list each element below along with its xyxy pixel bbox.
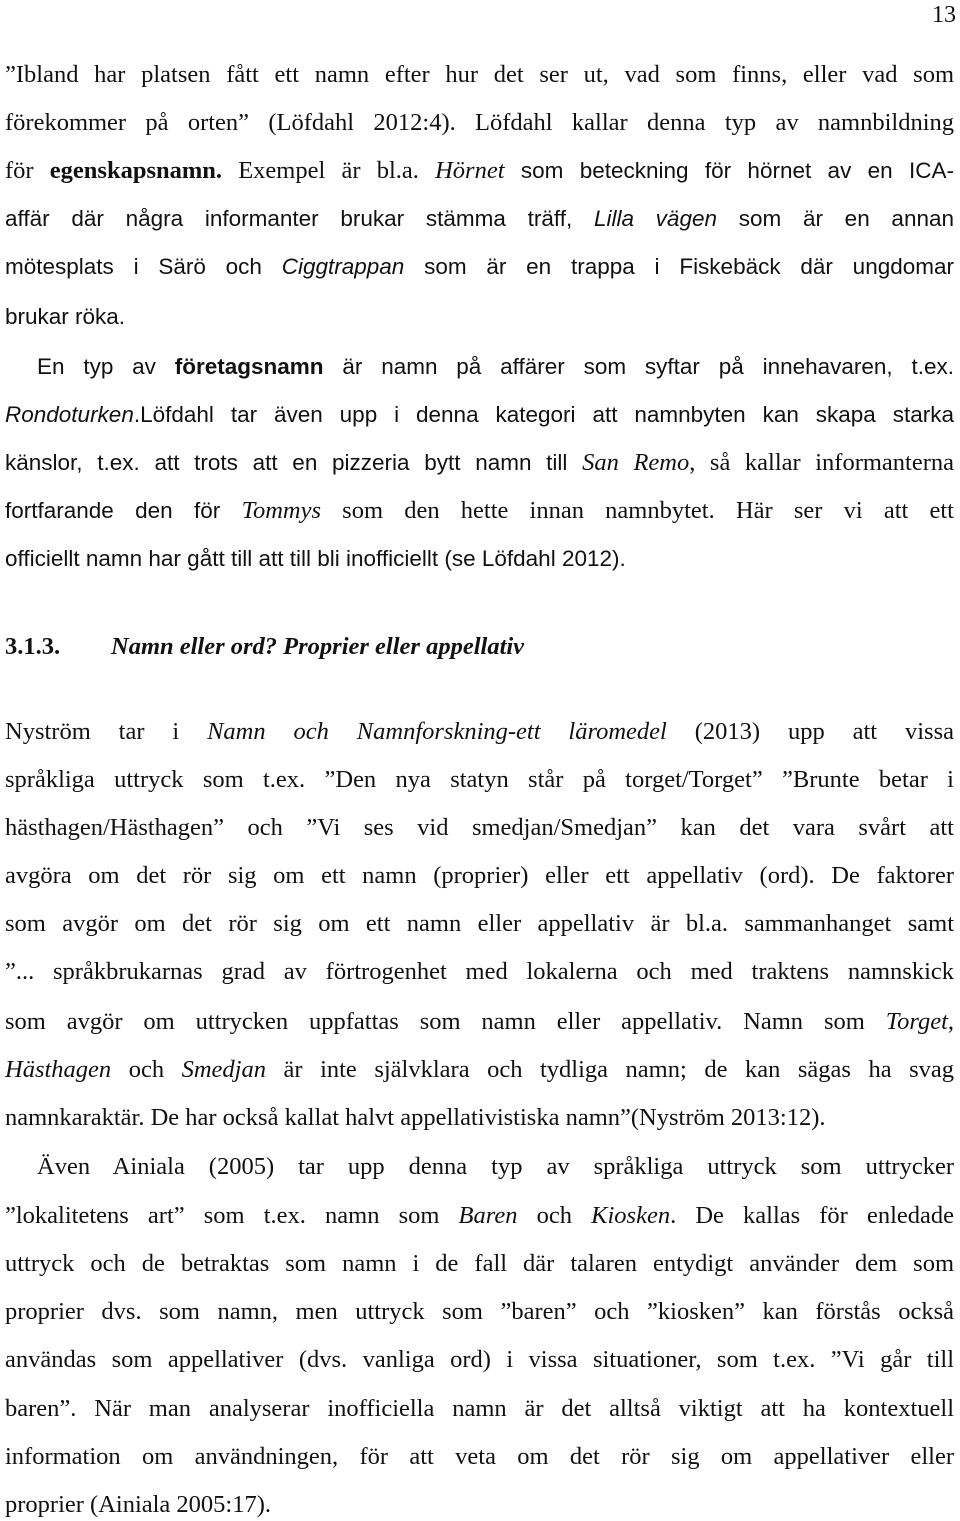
para1-line-3: för egenskapsnamn. Exempel är bl.a. Hörnet som beteckning för hörnet av en ICA- [5, 157, 954, 184]
para1-line-2: förekommer på orten” (Löfdahl 2012:4). Löfdahl kallar denna typ av namnbildning [5, 109, 954, 136]
section-number: 3.1.3. [5, 633, 61, 660]
para4-line-4: proprier dvs. som namn, men uttryck som ”baren” och ”kiosken” kan förstås också [5, 1298, 954, 1325]
para2-line-2: Rondoturken.Löfdahl tar även upp i denna kategori att namnbyten kan skapa starka [5, 402, 954, 427]
para4-line-5: användas som appellativer (dvs. vanliga ord) i vissa situationer, som t.ex. ”Vi går till [5, 1346, 954, 1373]
term-foretagsnamn: företagsnamn [174, 354, 324, 379]
section-title: Namn eller ord? Proprier eller appellativ [111, 633, 525, 660]
para3-line-3: hästhagen/Hästhagen” och ”Vi ses vid smedjan/Smedjan” kan det vara svårt att [5, 814, 954, 841]
para3-line-4: avgöra om det rör sig om ett namn (proprier) eller ett appellativ (ord). De faktorer [5, 862, 954, 889]
para3-line-7: som avgör om uttrycken uppfattas som namn eller appellativ. Namn som Torget, [5, 1008, 954, 1035]
para2-line-3: känslor, t.ex. att trots att en pizzeria bytt namn till San Remo, så kallar informanterna [5, 449, 955, 476]
para1-line-6: brukar röka. [5, 304, 126, 329]
para1-line-5: mötesplats i Särö och Ciggtrappan som är en trappa i Fiskebäck där ungdomar [5, 254, 954, 279]
para1-line-4: affär där några informanter brukar stämma träff, Lilla vägen som är en annan [5, 206, 954, 231]
para1-line-1: ”Ibland har platsen fått ett namn efter hur det ser ut, vad som finns, eller vad som [5, 61, 954, 88]
page-number: 13 [932, 2, 956, 28]
para4-line-8: proprier (Ainiala 2005:17). [5, 1491, 272, 1518]
section-heading [5, 632, 524, 662]
para4-line-3: uttryck och de betraktas som namn i de fall där talaren entydigt använder dem som [5, 1250, 954, 1277]
para3-line-5: som avgör om det rör sig om ett namn eller appellativ är bl.a. sammanhanget samt [5, 910, 954, 937]
para2-line-5: officiellt namn har gått till att till bli inofficiellt (se Löfdahl 2012). [5, 546, 626, 571]
para3-line-6: ”... språkbrukarnas grad av förtrogenhet med lokalerna och med traktens namnskick [5, 958, 954, 985]
term-egenskapsnamn: egenskapsnamn. [49, 157, 223, 184]
para3-line-8: Hästhagen och Smedjan är inte självklara och tydliga namn; de kan sägas ha svag [5, 1056, 955, 1083]
para4-line-7: information om användningen, för att veta om det rör sig om appellativer eller [5, 1443, 954, 1470]
para2-line-4: fortfarande den för Tommys som den hette innan namnbytet. Här ser vi att ett [5, 497, 954, 524]
para2-line-1: En typ av företagsnamn är namn på affärer som syftar på innehavaren, t.ex. [37, 354, 955, 379]
para3-line-9: namnkaraktär. De har också kallat halvt appellativistiska namn”(Nyström 2013:12). [5, 1104, 826, 1131]
para4-line-1: Även Ainiala (2005) tar upp denna typ av språkliga uttryck som uttrycker [37, 1153, 954, 1180]
para4-line-6: baren”. När man analyserar inofficiella namn är det alltså viktigt att ha kontextuell [5, 1395, 954, 1422]
para3-line-1: Nyström tar i Namn och Namnforskning-ett läromedel (2013) upp att vissa [5, 718, 954, 745]
para4-line-2: ”lokalitetens art” som t.ex. namn som Baren och Kiosken. De kallas för enledade [5, 1202, 955, 1229]
para3-line-2: språkliga uttryck som t.ex. ”Den nya statyn står på torget/Torget” ”Brunte betar i [5, 766, 954, 793]
